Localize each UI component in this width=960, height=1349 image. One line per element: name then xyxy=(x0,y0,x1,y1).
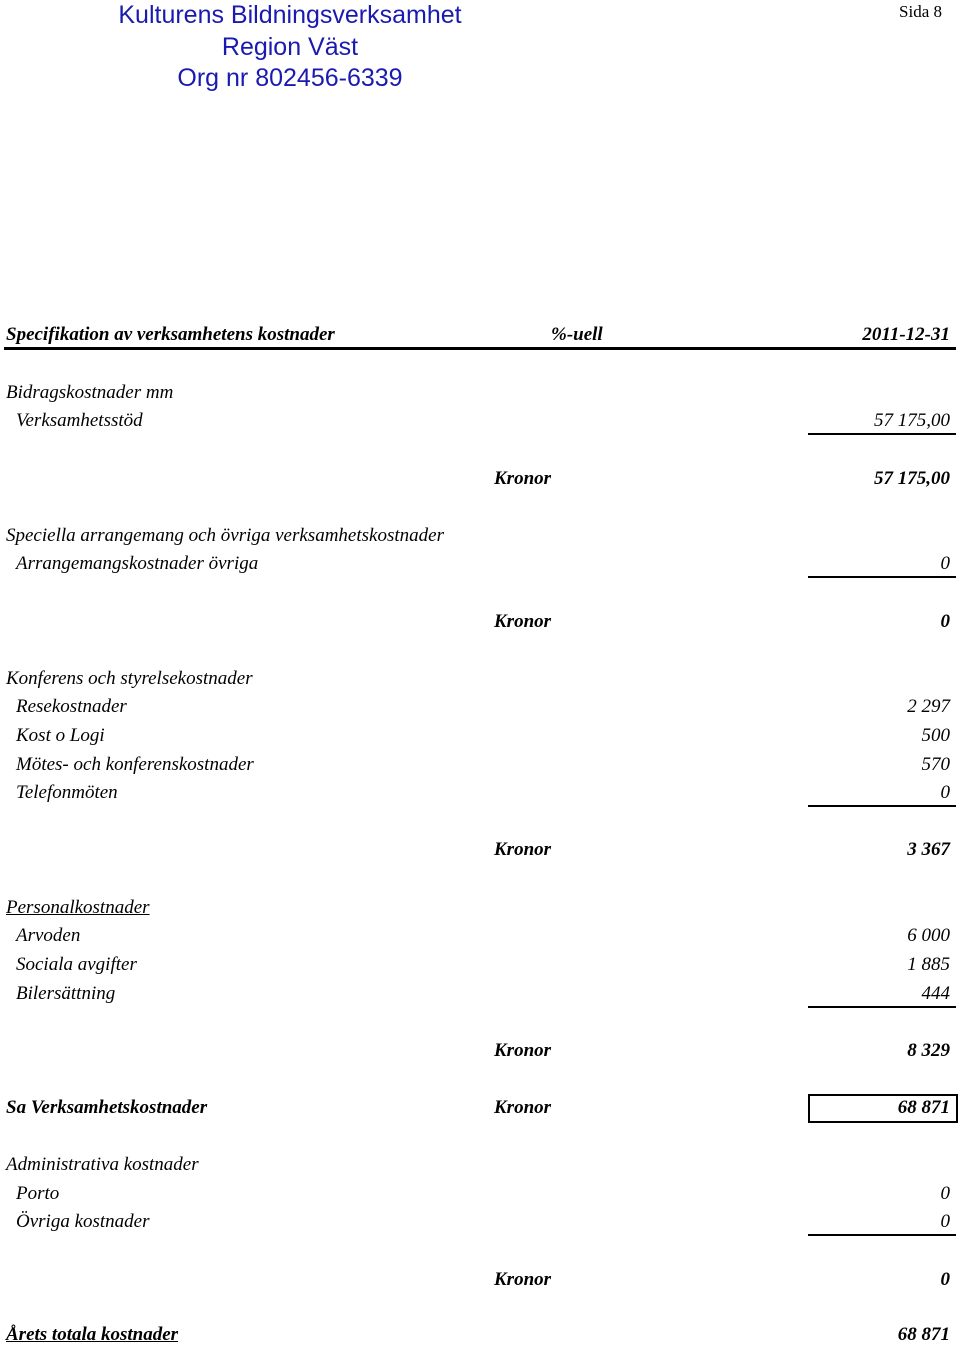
row-label: Övriga kostnader xyxy=(16,1211,150,1232)
table-title: Specifikation av verksamhetens kostnader xyxy=(6,324,335,345)
row-value: 570 xyxy=(921,754,950,775)
subtotal-row: Kronor 57 175,00 xyxy=(494,468,950,489)
table-row xyxy=(0,1208,960,1236)
sa-total-row: Sa Verksamhetskostnader Kronor 68 871 xyxy=(6,1097,950,1118)
row-value: 0 xyxy=(940,1183,950,1204)
table-row xyxy=(0,922,960,950)
row-label: Arvoden xyxy=(16,925,81,946)
header-rule xyxy=(4,347,956,350)
region-name: Region Väst xyxy=(221,33,359,61)
subtotal-rule xyxy=(808,433,956,435)
pct-column-header: %-uell xyxy=(551,324,603,345)
table-header xyxy=(0,321,960,349)
row-value: 0 xyxy=(940,553,950,574)
section-heading: Konferens och styrelsekostnader xyxy=(6,668,253,689)
row-label: Verksamhetsstöd xyxy=(16,410,143,431)
table-row xyxy=(0,951,960,979)
row-value: 6 000 xyxy=(907,925,950,946)
table-row xyxy=(0,980,960,1008)
subtotal-rule xyxy=(808,1234,956,1236)
row-label: Porto xyxy=(16,1183,60,1204)
table-row xyxy=(0,407,960,435)
row-label: Arrangemangskostnader övriga xyxy=(16,553,259,574)
subtotal-rule xyxy=(808,1006,956,1008)
date-column-header: 2011-12-31 xyxy=(862,324,950,345)
row-value: 2 297 xyxy=(907,696,950,717)
row-label: Mötes- och konferenskostnader xyxy=(16,754,254,775)
section-heading: Personalkostnader xyxy=(6,897,150,918)
page-number: Sida 8 xyxy=(899,2,942,21)
table-row xyxy=(0,1180,960,1208)
row-value: 444 xyxy=(921,983,950,1004)
org-number: Org nr 802456-6339 xyxy=(177,64,403,92)
table-row xyxy=(0,722,960,750)
subtotal-row: Kronor 0 xyxy=(494,611,950,632)
table-row xyxy=(0,779,960,807)
subtotal-rule xyxy=(808,805,956,807)
table-row xyxy=(0,693,960,721)
grand-total-row: Årets totala kostnader 68 871 xyxy=(6,1324,950,1345)
row-value: 0 xyxy=(940,782,950,803)
table-row xyxy=(0,550,960,578)
row-label: Kost o Logi xyxy=(16,725,105,746)
section-heading: Bidragskostnader mm xyxy=(6,382,174,403)
row-value: 1 885 xyxy=(907,954,950,975)
org-name: Kulturens Bildningsverksamhet xyxy=(118,1,462,29)
subtotal-rule xyxy=(808,576,956,578)
subtotal-row: Kronor 3 367 xyxy=(494,839,950,860)
total-box xyxy=(808,1094,958,1123)
row-value: 57 175,00 xyxy=(874,410,950,431)
subtotal-row: Kronor 0 xyxy=(494,1269,950,1290)
row-label: Sociala avgifter xyxy=(16,954,137,975)
table-row xyxy=(0,751,960,779)
row-value: 500 xyxy=(921,725,950,746)
section-heading: Speciella arrangemang och övriga verksamhetskostnader xyxy=(6,525,444,546)
subtotal-row: Kronor 8 329 xyxy=(494,1040,950,1061)
row-value: 0 xyxy=(940,1211,950,1232)
row-label: Bilersättning xyxy=(16,983,116,1004)
row-label: Resekostnader xyxy=(16,696,127,717)
section-heading: Administrativa kostnader xyxy=(6,1154,199,1175)
row-label: Telefonmöten xyxy=(16,782,118,803)
